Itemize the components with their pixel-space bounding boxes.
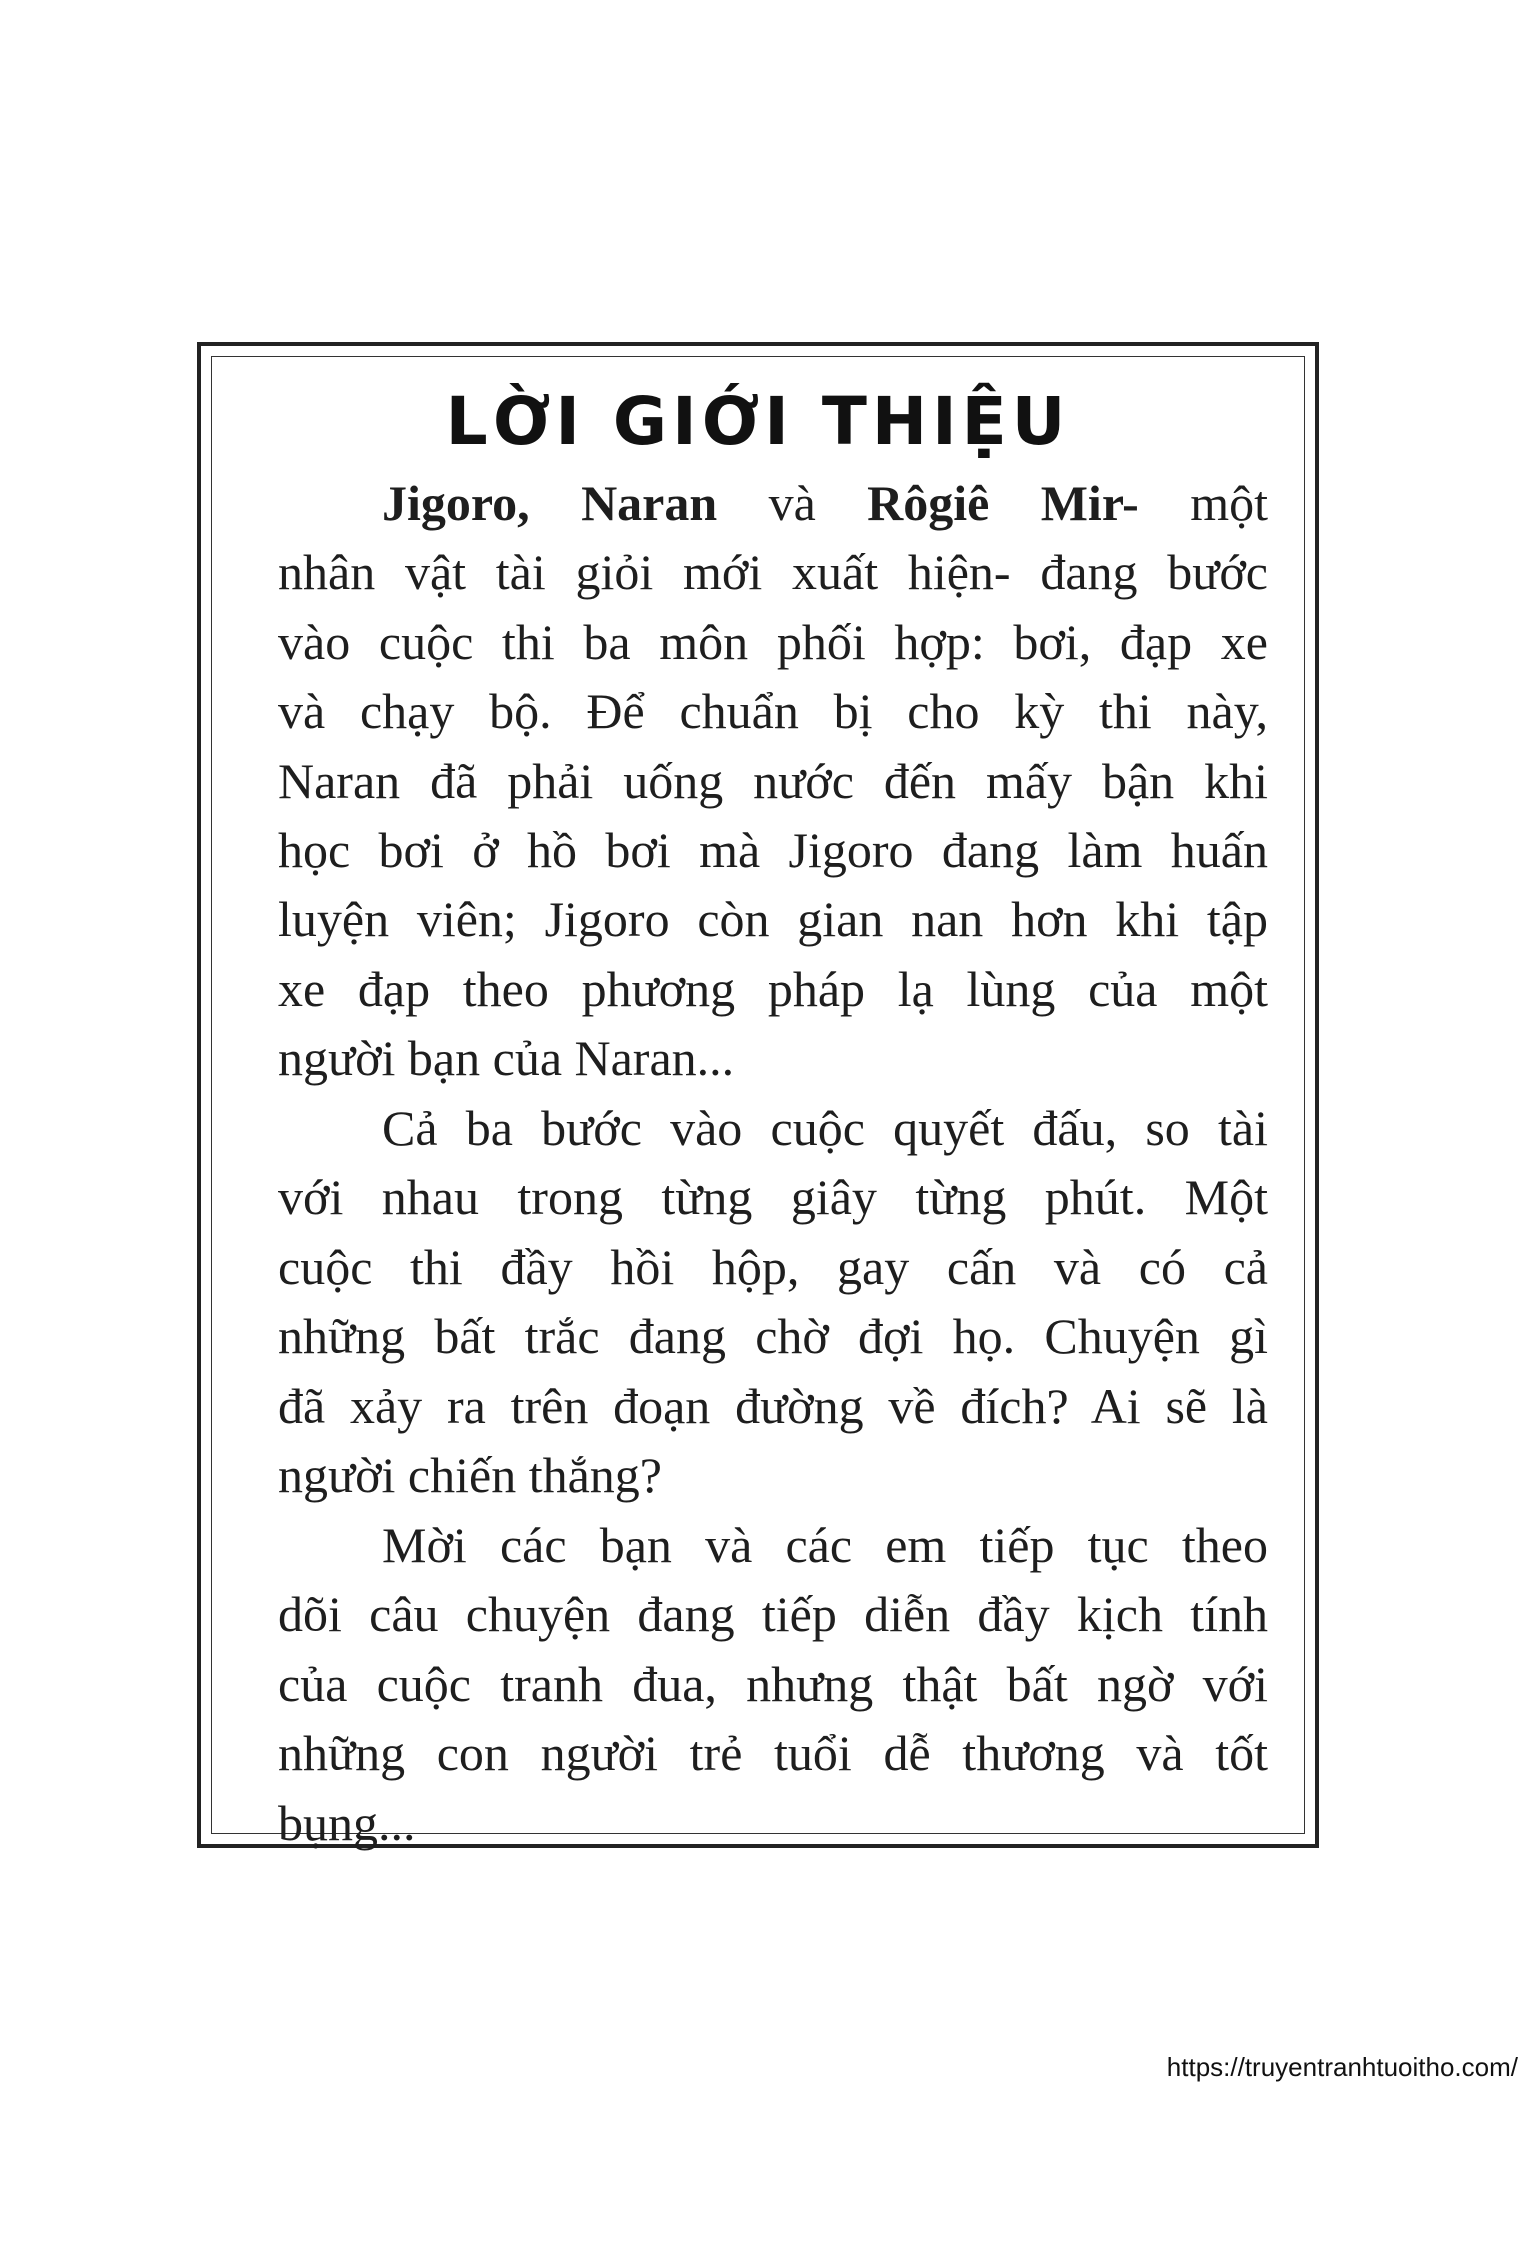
text-line: vào cuộc thi ba môn phối hợp: bơi, đạp xe [278, 613, 1268, 670]
text-line: Naran đã phải uống nước đến mấy bận khi [278, 752, 1268, 809]
text-line: của cuộc tranh đua, nhưng thật bất ngờ với [278, 1655, 1268, 1712]
intro-frame [197, 342, 1319, 1851]
character-names-2: Rôgiê Mir- [867, 475, 1139, 531]
text-line: Cả ba bước vào cuộc quyết đấu, so tài [382, 1100, 1268, 1156]
text-line: dõi câu chuyện đang tiếp diễn đầy kịch tính [278, 1586, 1268, 1643]
character-names-1: Jigoro, Naran [382, 475, 718, 531]
intro-frame-inner-border [211, 356, 1305, 1851]
paragraph-1 [278, 469, 1268, 1094]
text-line: cuộc thi đầy hồi hộp, gay cấn và có cả [278, 1238, 1268, 1295]
text-line: bụng... [278, 1794, 416, 1851]
text-line: những con người trẻ tuổi dễ thương và tốt [278, 1725, 1268, 1782]
text-line: học bơi ở hồ bơi mà Jigoro đang làm huấn [278, 821, 1268, 878]
conjunction: và [717, 475, 868, 531]
text-line: với nhau trong từng giây từng phút. Một [278, 1169, 1268, 1226]
paragraph-3 [278, 1511, 1268, 1858]
line-end-text: một [1138, 475, 1268, 531]
page-title: LỜI GIỚI THIỆU [445, 383, 1071, 460]
text-line: những bất trắc đang chờ đợi họ. Chuyện gì [278, 1308, 1268, 1365]
text-line: xe đạp theo phương pháp lạ lùng của một [278, 960, 1268, 1017]
text-line: luyện viên; Jigoro còn gian nan hơn khi tập [278, 891, 1268, 948]
text-line: người bạn của Naran... [278, 1030, 735, 1087]
text-line: người chiến thắng? [278, 1446, 662, 1503]
paragraph-2 [278, 1094, 1268, 1510]
text-line: nhân vật tài giỏi mới xuất hiện- đang bước [278, 544, 1268, 601]
text-line: đã xảy ra trên đoạn đường về đích? Ai sẽ là [278, 1377, 1268, 1434]
text-line: Mời các bạn và các em tiếp tục theo [382, 1517, 1268, 1573]
footer-url: https://truyentranhtuoitho.com/ [1166, 2052, 1518, 2082]
paragraph-1-line-1 [278, 469, 1268, 538]
text-line: và chạy bộ. Để chuẩn bị cho kỳ thi này, [278, 683, 1268, 740]
